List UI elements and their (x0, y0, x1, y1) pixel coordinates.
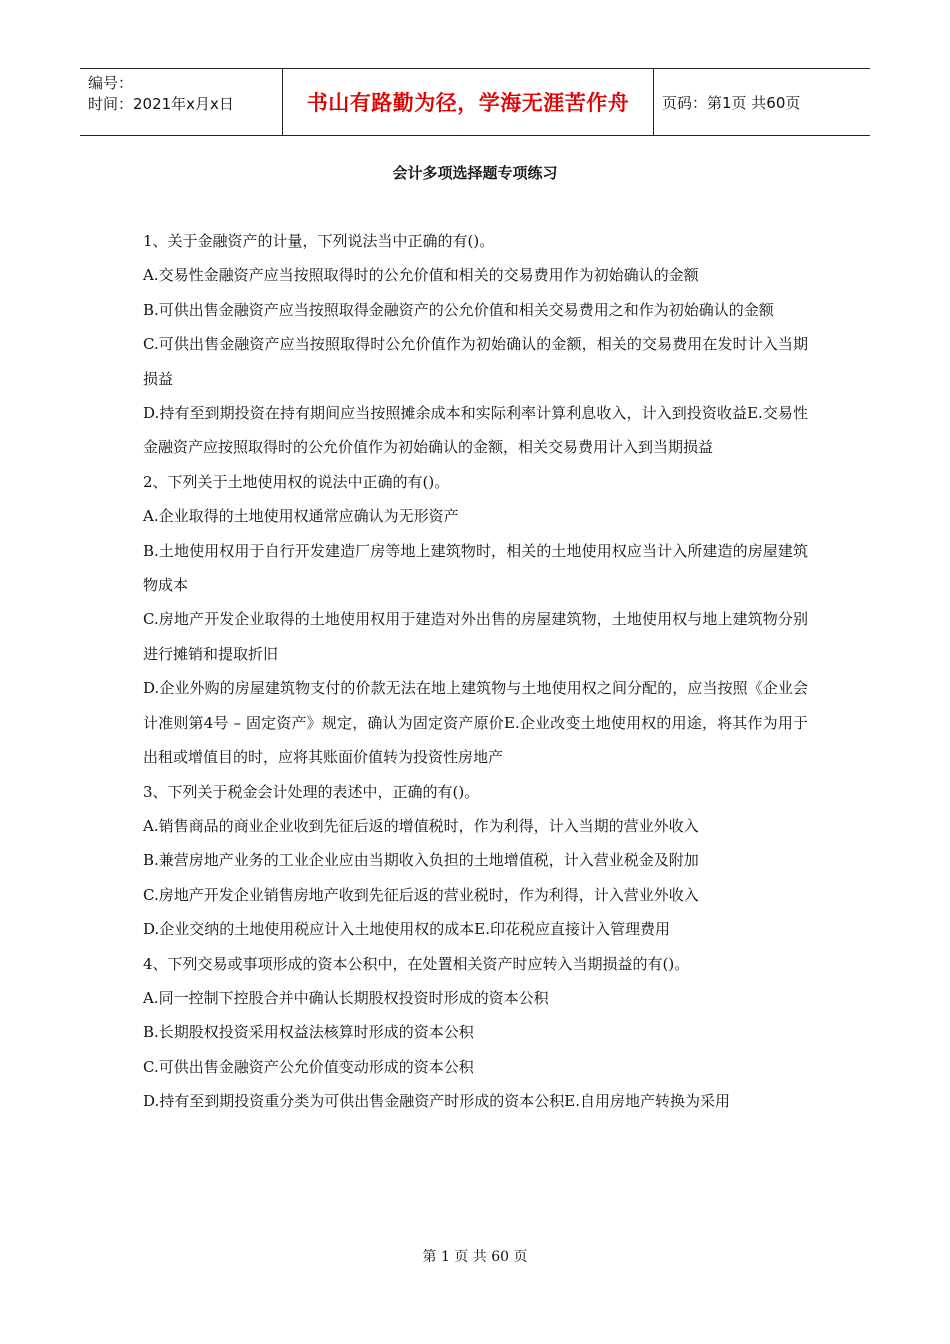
option-2de: D.企业外购的房屋建筑物支付的价款无法在地上建筑物与土地使用权之间分配的，应当按照《企业会计准则第4号 – 固定资产》规定，确认为固定资产原价E.企业改变土地使用权的用途，将其作为用于出租或增值目的时，应将其账面价值转为投资性房地产 (143, 679, 808, 767)
option-3c: C.房地产开发企业销售房地产收到先征后返的营业税时，作为利得，计入营业外收入 (143, 885, 699, 904)
option-3a: A.销售商品的商业企业收到先征后返的增值税时，作为利得，计入当期的营业外收入 (143, 816, 699, 835)
time-label: 时间：2021年x月x日 (88, 95, 234, 113)
page-footer: 第 1 页 共 60 页 (422, 1249, 528, 1265)
option-1de: D.持有至到期投资在持有期间应当按照摊余成本和实际利率计算利息收入，计入到投资收益E.交易性金融资产应按照取得时的公允价值作为初始确认的金额，相关交易费用计入到当期损益 (143, 404, 808, 457)
question-3: 3、下列关于税金会计处理的表述中，正确的有()。 (143, 782, 480, 801)
option-3b: B.兼营房地产业务的工业企业应由当期收入负担的土地增值税，计入营业税金及附加 (143, 851, 699, 870)
document-title: 会计多项选择题专项练习 (392, 164, 558, 182)
option-4b: B.长期股权投资采用权益法核算时形成的资本公积 (143, 1023, 474, 1042)
option-4a: A.同一控制下控股合并中确认长期股权投资时形成的资本公积 (143, 988, 549, 1007)
option-1b: B.可供出售金融资产应当按照取得金融资产的公允价值和相关交易费用之和作为初始确认的金额 (143, 300, 774, 319)
option-2b: B.土地使用权用于自行开发建造厂房等地上建筑物时，相关的土地使用权应当计入所建造的房屋建筑物成本 (143, 541, 808, 595)
code-label: 编号： (88, 74, 134, 92)
option-1a: A.交易性金融资产应当按照取得时的公允价值和相关的交易费用作为初始确认的金额 (143, 266, 699, 285)
option-1c: C.可供出售金融资产应当按照取得时公允价值作为初始确认的金额，相关的交易费用在发时计入当期损益 (143, 335, 808, 388)
question-1: 1、关于金融资产的计量，下列说法当中正确的有()。 (143, 232, 495, 250)
option-2c: C.房地产开发企业取得的土地使用权用于建造对外出售的房屋建筑物，土地使用权与地上建筑物分别进行摊销和提取折旧 (143, 610, 808, 663)
option-4de: D.持有至到期投资重分类为可供出售金融资产时形成的资本公积E.自用房地产转换为采用 (143, 1092, 730, 1111)
page-header (80, 68, 870, 136)
header-meta (80, 69, 282, 135)
document-body (143, 224, 808, 1119)
option-2a: A.企业取得的土地使用权通常应确认为无形资产 (143, 507, 459, 526)
option-3de: D.企业交纳的土地使用税应计入土地使用权的成本E.印花税应直接计入管理费用 (143, 920, 670, 939)
question-2: 2、下列关于土地使用权的说法中正确的有()。 (143, 472, 450, 491)
header-motto: 书山有路勤为径，学海无涯苦作舟 (282, 69, 654, 135)
header-page-info: 页码：第1页 共60页 (662, 93, 801, 112)
option-4c: C.可供出售金融资产公允价值变动形成的资本公积 (143, 1057, 474, 1076)
question-4: 4、下列交易或事项形成的资本公积中，在处置相关资产时应转入当期损益的有()。 (143, 954, 690, 973)
